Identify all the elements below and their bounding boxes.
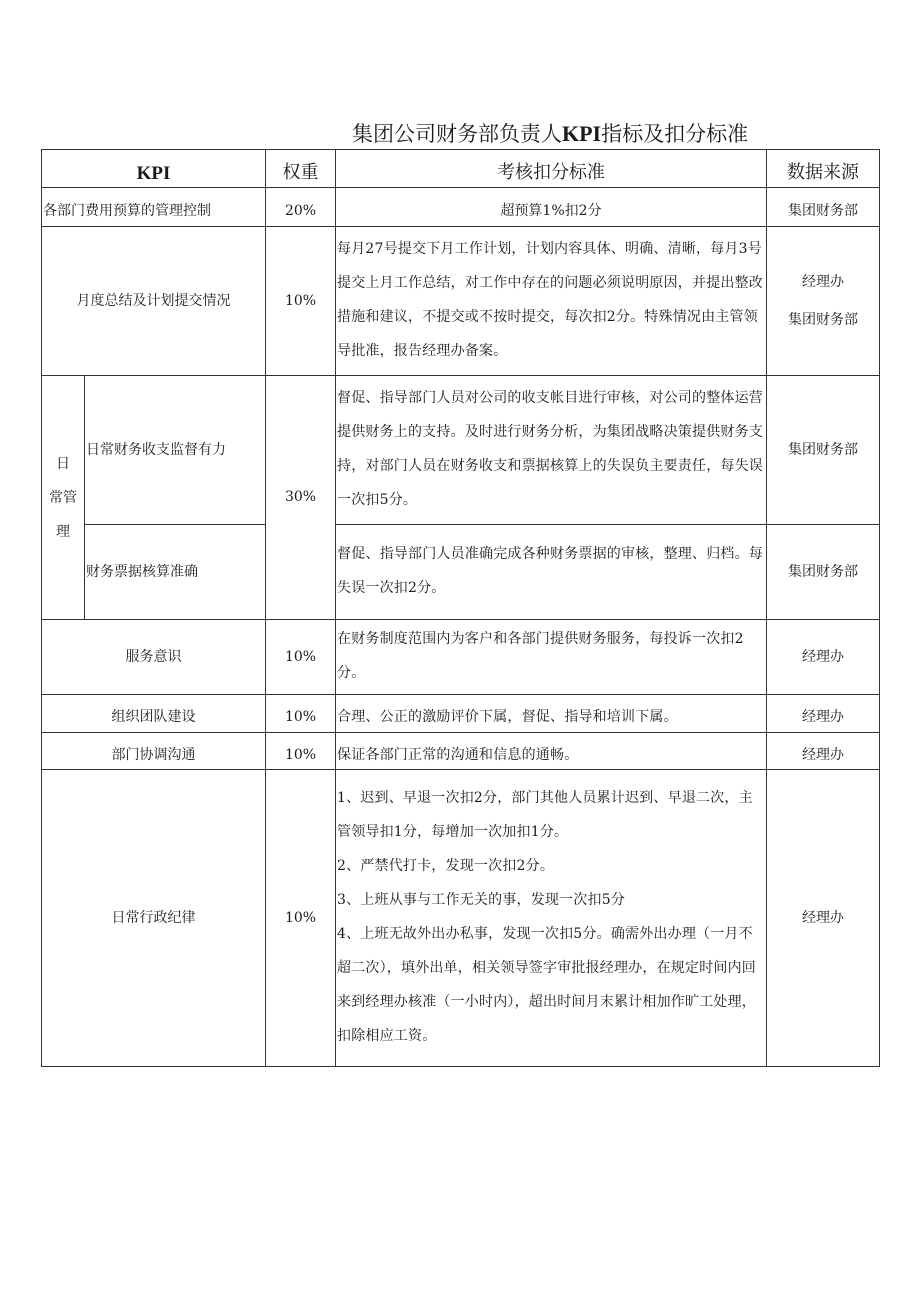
kpi-budget-standard: 超预算1%扣2分	[336, 188, 767, 227]
kpi-table	[41, 149, 880, 1067]
table-row	[42, 695, 880, 733]
title-kpi: KPI	[562, 121, 602, 146]
table-row	[42, 227, 880, 376]
kpi-team-name: 组织团队建设	[42, 695, 266, 733]
kpi-monthly-source-line2: 集团财务部	[788, 312, 858, 328]
kpi-discipline-weight: 10%	[266, 770, 336, 1067]
kpi-accuracy-source: 集团财务部	[767, 525, 880, 620]
header-weight: 权重	[266, 150, 336, 188]
kpi-accuracy-name: 财务票据核算准确	[85, 525, 266, 620]
kpi-discipline-standard	[336, 770, 767, 1067]
table-row	[42, 620, 880, 695]
discipline-item-2: 2、严禁代打卡，发现一次扣2分。	[337, 858, 555, 874]
kpi-coordination-source: 经理办	[767, 733, 880, 770]
header-standard: 考核扣分标准	[336, 150, 767, 188]
kpi-coordination-standard: 保证各部门正常的沟通和信息的通畅。	[336, 733, 767, 770]
kpi-coordination-weight: 10%	[266, 733, 336, 770]
header-kpi: KPI	[42, 150, 266, 188]
page-title	[352, 118, 872, 150]
kpi-monthly-standard: 每月27号提交下月工作计划，计划内容具体、明确、清晰，每月3号提交上月工作总结，对工作中存在的问题必须说明原因，并提出整改措施和建议，不提交或不按时提交，每次扣2分。特殊情况由主管领导批准，报告经理办备案。	[336, 227, 767, 376]
kpi-service-standard: 在财务制度范围内为客户和各部门提供财务服务，每投诉一次扣2分。	[336, 620, 767, 695]
kpi-monthly-source-line1: 经理办	[802, 274, 844, 290]
table-row	[42, 525, 880, 620]
daily-label-line3: 理	[56, 523, 70, 540]
kpi-monthly-name: 月度总结及计划提交情况	[42, 227, 266, 376]
kpi-supervision-source: 集团财务部	[767, 376, 880, 525]
discipline-item-3: 3、上班从事与工作无关的事，发现一次扣5分	[337, 892, 626, 908]
title-prefix: 集团公司财务部负责人	[352, 122, 562, 146]
kpi-service-weight: 10%	[266, 620, 336, 695]
table-row	[42, 188, 880, 227]
kpi-discipline-source: 经理办	[767, 770, 880, 1067]
kpi-monthly-weight: 10%	[266, 227, 336, 376]
kpi-team-source: 经理办	[767, 695, 880, 733]
kpi-supervision-name: 日常财务收支监督有力	[85, 376, 266, 525]
kpi-budget-weight: 20%	[266, 188, 336, 227]
kpi-budget-source: 集团财务部	[767, 188, 880, 227]
kpi-accuracy-standard: 督促、指导部门人员准确完成各种财务票据的审核，整理、归档。每失误一次扣2分。	[336, 525, 767, 620]
daily-label-line2: 常管	[49, 489, 77, 506]
kpi-discipline-name: 日常行政纪律	[42, 770, 266, 1067]
daily-management-weight: 30%	[266, 376, 336, 620]
table-row	[42, 770, 880, 1067]
kpi-service-source: 经理办	[767, 620, 880, 695]
kpi-team-standard: 合理、公正的激励评价下属，督促、指导和培训下属。	[336, 695, 767, 733]
header-source: 数据来源	[767, 150, 880, 188]
table-row	[42, 376, 880, 525]
kpi-supervision-standard: 督促、指导部门人员对公司的收支帐目进行审核，对公司的整体运营提供财务上的支持。及时进行财务分析，为集团战略决策提供财务支持，对部门人员在财务收支和票据核算上的失误负主要责任，每失误一次扣5分。	[336, 376, 767, 525]
title-suffix: 指标及扣分标准	[601, 122, 749, 146]
kpi-coordination-name: 部门协调沟通	[42, 733, 266, 770]
kpi-budget-name: 各部门费用预算的管理控制	[42, 188, 266, 227]
table-header-row	[42, 150, 880, 188]
kpi-monthly-source	[767, 227, 880, 376]
discipline-item-4: 4、上班无故外出办私事，发现一次扣5分。确需外出办理（一月不超二次），填外出单，相关领导签字审批报经理办，在规定时间内回来到经理办核准（一小时内），超出时间月末累计相加作旷工处理，扣除相应工资。	[337, 926, 756, 1044]
kpi-team-weight: 10%	[266, 695, 336, 733]
discipline-item-1: 1、迟到、早退一次扣2分，部门其他人员累计迟到、早退二次，主管领导扣1分，每增加一次加扣1分。	[337, 790, 753, 840]
table-row	[42, 733, 880, 770]
kpi-service-name: 服务意识	[42, 620, 266, 695]
daily-management-label	[42, 376, 85, 620]
daily-label-line1: 日	[56, 455, 70, 472]
